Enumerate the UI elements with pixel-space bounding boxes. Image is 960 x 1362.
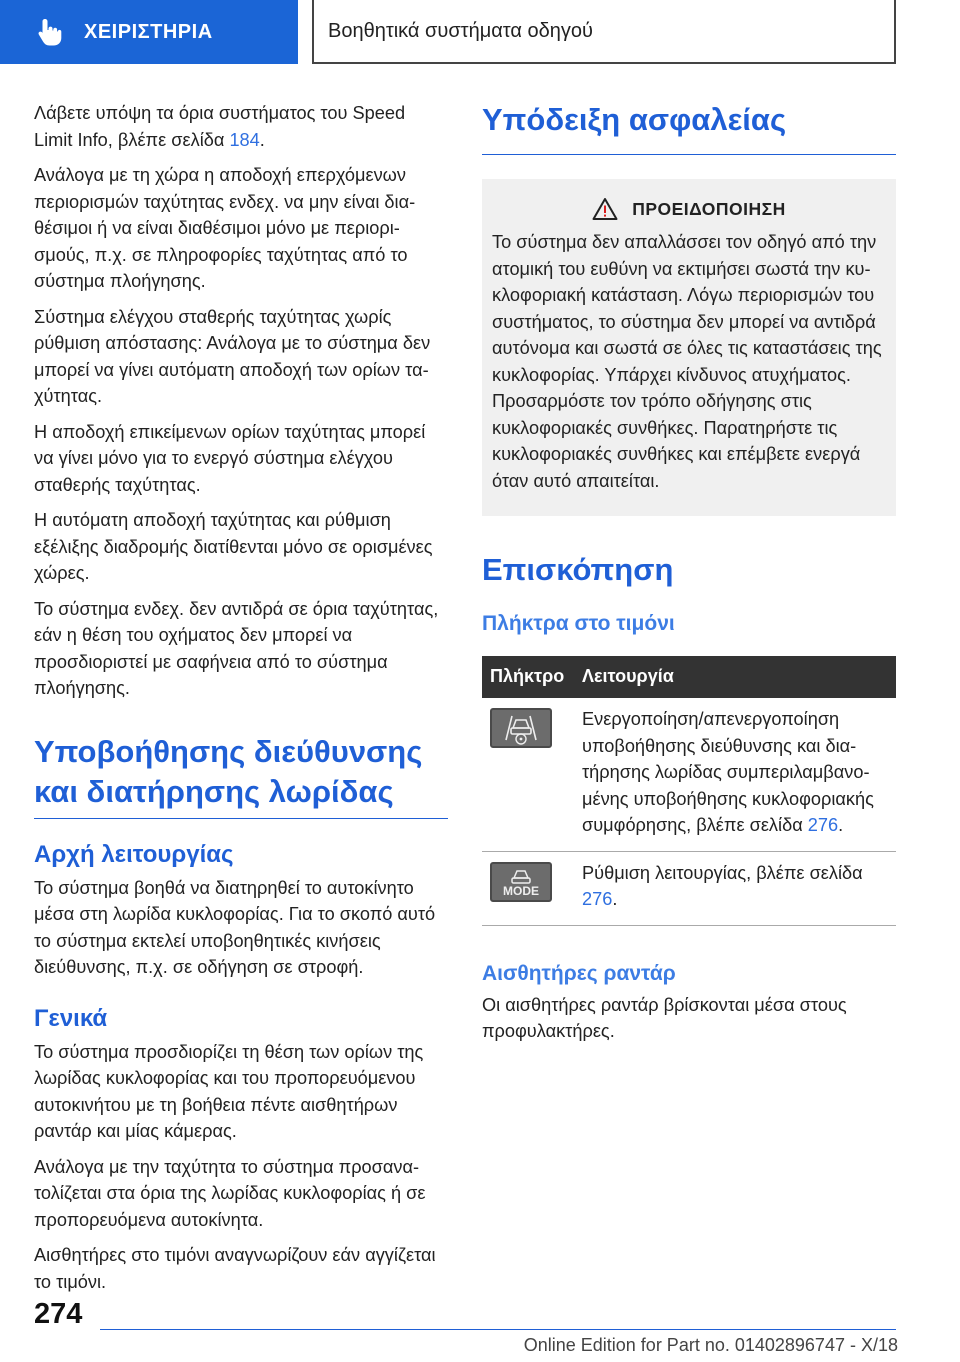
key-cell [482, 698, 574, 851]
page-link[interactable]: 276 [807, 815, 839, 835]
footer-rule [100, 1329, 896, 1330]
warning-title: ΠΡΟΕΙΔΟΠΟΙΗΣΗ [632, 198, 786, 219]
function-text [582, 706, 888, 839]
mode-button-icon [490, 862, 552, 902]
mode-label: MODE [503, 883, 539, 898]
section-title: Υποβοήθησης διεύθυνσης και διατήρησης λωρίδας [34, 733, 423, 809]
paragraph: Αισθητήρες στο τιμόνι αναγνωρίζουν εάν αγγίζεται το τιμόνι. [34, 1245, 436, 1292]
paragraph: Η αποδοχή επικείμενων ορίων ταχύτητας μπορεί να γίνει μόνο για το ενεργό σύστημα ελέγχου σταθερής ταχύτητας. [34, 421, 426, 495]
header-tab-label: ΧΕΙΡΙΣΤΗΡΙΑ [84, 20, 213, 43]
heading-general: Γενικά [34, 1004, 108, 1032]
page-link[interactable]: 276 [582, 889, 613, 909]
table-row [482, 698, 896, 851]
warning-triangle-icon [592, 197, 618, 221]
warning-box [482, 179, 896, 516]
lane-assist-glyph-icon [492, 710, 550, 746]
paragraph: Οι αισθητήρες ραντάρ βρίσκονται μέσα στους προφυλακτήρες. [482, 994, 847, 1041]
footer-edition: Online Edition for Part no. 01402896747 - X/18 [523, 1335, 898, 1355]
heading-safety: Υπόδειξη ασφαλείας [482, 102, 787, 137]
table-row [482, 851, 896, 925]
function-cell [574, 851, 896, 925]
text: . [612, 889, 618, 909]
function-cell [574, 698, 896, 851]
heading-principle: Αρχή λειτουργίας [34, 840, 234, 868]
paragraph: Το σύστημα προσδιορίζει τη θέση των ορίων της λωρίδας κυκλοφορίας και του προπορευόμενου αυτοκινήτου με τη βοήθεια πέντε αισθητήρων ραντάρ και μίας κάμερας. [34, 1041, 424, 1141]
title-rule [482, 154, 896, 155]
heading-steering-keys: Πλήκτρα στο τιμόνι [482, 612, 675, 635]
paragraph: Σύστημα ελέγχου σταθερής ταχύτητας χωρίς ρύθμιση απόστασης: Ανάλογα με το σύστημα δεν μπορεί να γίνει αυτόματη αποδοχή των ορίων ταχύτητας. [34, 306, 431, 406]
page-number: 274 [34, 1298, 83, 1330]
keys-table [482, 656, 896, 926]
heading-overview: Επισκόπηση [482, 552, 674, 587]
title-rule [34, 818, 448, 819]
heading-radar-sensors: Αισθητήρες ραντάρ [482, 961, 676, 985]
section-lane-assist [34, 732, 448, 819]
paragraph: Το σύστημα βοηθά να διατηρηθεί το αυτοκίνητο μέσα στη λωρίδα κυκλοφορίας. Για το σκοπό αυτό το σύστημα εκτελεί υποβοηθητικές κινήσεις διεύθυνσης, π.χ. σε οδήγηση σε στροφή. [34, 877, 436, 977]
paragraph: Ανάλογα με τη χώρα η αποδοχή επερχόμενων περιορισμών ταχύτητας ενδεχ. να μην είναι διαθέσιμοι ή να είναι διαθέσιμοι μόνο με περιορισμούς, π.χ. σε πληροφορίες ταχύτητας από το σύστημα πλοήγησης. [34, 165, 416, 291]
paragraph-speed-limit-info [34, 100, 448, 153]
section-header [312, 0, 896, 64]
column-header-key: Πλήκτρο [482, 656, 574, 698]
text: Ρύθμιση λειτουργίας, βλέπε σελίδα [582, 862, 863, 883]
warning-text: Το σύστημα δεν απαλλάσσει τον οδηγό από την ατομική του ευθύνη να εκτιμήσει σωστά την κυκλοφοριακή κατάσταση. Λόγω περιορισμών του συστήματος, το σύστημα δεν μπορεί να αντιδρά αυτόνομα και σωστά σε όλες τις καταστάσεις της κυκλοφορίας. Υπάρχει κίνδυνος ατυχήματος. Προσαρμόστε τον τρόπο οδήγησης στις κυκλοφοριακές συνθήκες. Παρατηρήστε τις κυκλοφοριακές συνθήκες και επέμβετε ενεργά όταν αυτό απαιτείται. [492, 232, 882, 491]
text: Ενεργοποίηση/απενεργοποίηση υποβοήθησης διεύθυνσης και διατήρησης λωρίδας συμπεριλαμβανομένης υποβοήθησης κυκλοφοριακής συμφόρησης, βλέπε σελίδα [582, 709, 874, 835]
paragraph: Το σύστημα ενδεχ. δεν αντιδρά σε όρια ταχύτητας, εάν η θέση του οχήματος δεν μπορεί να προσδιοριστεί με σαφήνεια από το σύστημα πλοήγησης. [34, 598, 439, 698]
key-cell [482, 851, 574, 925]
right-column [482, 100, 896, 1054]
text: . [838, 815, 844, 835]
table-header-row [482, 656, 896, 698]
paragraph: Ανάλογα με την ταχύτητα το σύστημα προσανατολίζεται στα όρια της λωρίδας κυκλοφορίας ή σε προπορευόμενα αυτοκίνητα. [34, 1156, 426, 1230]
warning-header [492, 197, 886, 221]
function-text [582, 860, 888, 913]
text: Λάβετε υπόψη τα όρια συστήματος του Speed Limit Info, βλέπε σελίδα [34, 103, 406, 150]
lane-assist-button-icon [490, 708, 552, 748]
paragraph: Η αυτόματη αποδοχή ταχύτητας και ρύθμιση εξέλιξης διαδρομής διατίθενται μόνο σε ορισμένες χώρες. [34, 510, 433, 583]
text: . [259, 129, 265, 150]
left-column [34, 100, 448, 1304]
page-link[interactable]: 184 [229, 129, 260, 150]
column-header-function: Λειτουργία [574, 656, 896, 698]
header-tab[interactable] [0, 0, 298, 64]
section-header-label: Βοηθητικά συστήματα οδηγού [328, 19, 593, 42]
hand-pointer-icon [36, 17, 64, 47]
